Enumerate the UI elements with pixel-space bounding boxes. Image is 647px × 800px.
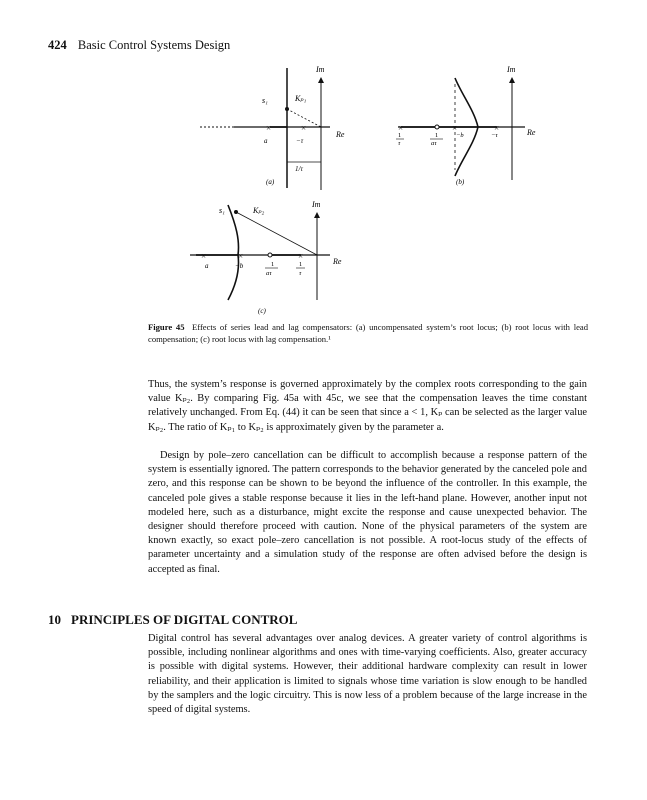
operating-point <box>234 210 238 214</box>
panel-a-im-label: Im <box>316 65 325 74</box>
panel-b-tick-1-den: τ <box>398 140 401 147</box>
pole-marker: × <box>238 251 244 261</box>
panel-a-root-locus <box>200 68 330 190</box>
panel-c-kp2-label: Kₚ₂ <box>253 206 265 215</box>
zero-marker <box>268 253 272 257</box>
panel-b-label: (b) <box>456 178 465 186</box>
panel-a-tick-a: a <box>264 137 268 145</box>
panel-c-s1-label: s₁ <box>219 206 225 215</box>
pole-marker: × <box>494 123 500 133</box>
panel-a-s1-label: s₁ <box>262 96 268 105</box>
panel-b-tick-2-den: aτ <box>431 140 437 147</box>
panel-b-tick-tau: −τ <box>491 132 498 139</box>
pole-marker: × <box>266 123 272 133</box>
panel-b-re-label: Re <box>527 128 536 137</box>
figure-caption <box>148 321 588 345</box>
panel-a-re-label: Re <box>336 130 345 139</box>
panel-c-re-label: Re <box>333 257 342 266</box>
panel-c-tick-b: −b <box>235 262 244 270</box>
panel-c-im-label: Im <box>312 200 321 209</box>
pole-marker: × <box>298 251 304 261</box>
panel-c-tick-2-den: τ <box>299 270 302 277</box>
paragraph-3: Digital control has several advantages over analog devices. A greater variety of control algorithms is possible, including nonlinear algorithms and ones with time-varying coefficients. Also, greater accuracy is possible with digital systems. However, their additional hardware complexity can result in lower reliability, and their application is limited to signals whose time variation is slow enough to be handled by the samplers and the logic circuitry. This is now less of a problem because of the large increase in the speed of digital systems. <box>148 633 587 716</box>
panel-a-tick-tau: −τ <box>296 137 304 145</box>
pole-marker: × <box>301 123 307 133</box>
panel-c-tick-1-den: aτ <box>266 270 272 277</box>
zero-marker <box>435 125 439 129</box>
pole-marker: × <box>398 123 404 133</box>
panel-c-locus-curve <box>228 205 239 300</box>
panel-c-tick-1-num: 1 <box>271 261 275 268</box>
operating-point <box>285 107 289 111</box>
panel-b-tick-b: −b <box>456 132 464 139</box>
panel-c-tick-a: a <box>205 262 209 270</box>
panel-a-label: (a) <box>266 178 275 186</box>
figure-label: Figure 45 <box>148 322 185 332</box>
section-title: PRINCIPLES OF DIGITAL CONTROL <box>71 612 298 627</box>
panel-a-dim-label: 1/τ <box>295 165 303 173</box>
panel-c-label: (c) <box>258 307 266 315</box>
panel-b-tick-2-num: 1 <box>435 132 439 139</box>
paragraph-1: Thus, the system’s response is governed approximately by the complex roots corresponding to the gain value Kₚ₂. By comparing Fig. 45a with 45c, we see that the compensation leaves the time constant relatively unchanged. From Eq. (44) it can be seen that since a < 1, Kₚ can be selected as the larger value Kₚ₂. The ratio of Kₚ₁ to Kₚ₂ is approximately given by the parameter a. <box>148 379 587 433</box>
panel-c-tick-2-num: 1 <box>299 261 303 268</box>
pole-marker: × <box>452 123 458 133</box>
caption-text: Effects of series lead and lag compensators: (a) uncompensated system’s root locus; (b) root locus with lead compensation; (c) root locus with lag compensation.¹ <box>148 322 589 344</box>
panel-b-tick-1-num: 1 <box>398 132 402 139</box>
pole-marker: × <box>201 251 207 261</box>
paragraph-2: Design by pole–zero cancellation can be difficult to accomplish because a response pattern of the system is essentially ignored. The pattern corresponds to the behavior generated by the canceled pole and zero, and this response can be shown to be beyond the influence of the controller. In this example, the canceled pole gives a stable response because it lies in the left-hand plane. However, another input not modeled here, such as a disturbance, might excite the response and cause unexpected behavior. The designer should therefore proceed with caution. None of the physical parameters of the system are known exactly, so exact pole–zero cancellation is not possible. A root-locus study of the effects of parameter uncertainty and a simulation study of the response are often advised before the design is accepted as final. <box>148 450 587 575</box>
section-heading <box>48 612 297 628</box>
panel-b-root-locus <box>398 78 525 180</box>
section-number: 10 <box>48 612 61 627</box>
panel-c-root-locus <box>190 205 330 300</box>
figure-45 <box>0 0 647 320</box>
panel-a-kp1-label: Kₚ₁ <box>295 94 307 103</box>
running-title: Basic Control Systems Design <box>77 38 231 52</box>
panel-b-im-label: Im <box>507 65 516 74</box>
page-number: 424 <box>48 38 67 52</box>
panel-c-damping-line <box>236 212 317 255</box>
